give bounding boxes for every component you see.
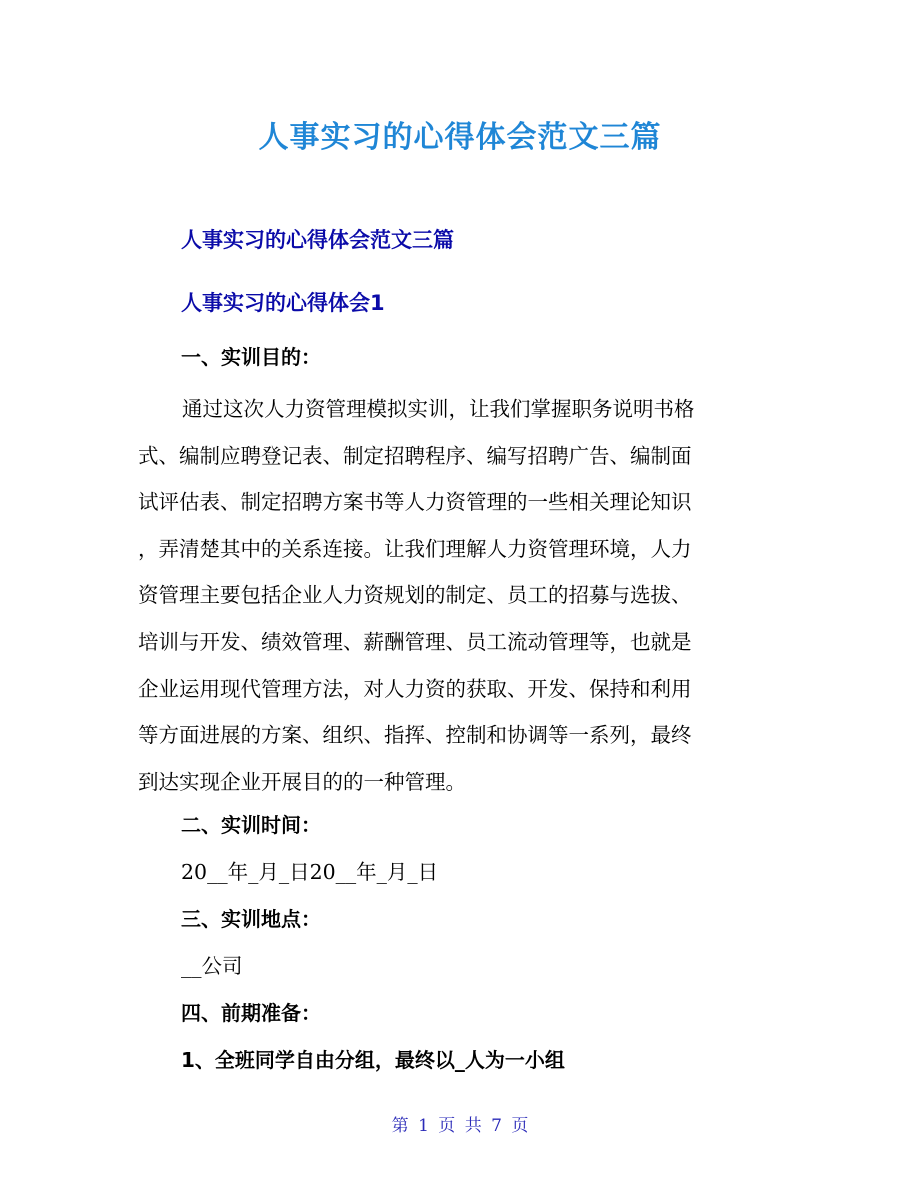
document-title: 人事实习的心得体会范文三篇 [258, 120, 662, 155]
section3-heading: 三、实训地点： [181, 907, 321, 931]
paragraph-line: ，弄清楚其中的关系连接。让我们理解人力资管理环境，人力 [138, 536, 692, 561]
section4-item1: 1、全班同学自由分组，最终以_人为一小组 [181, 1048, 565, 1072]
section1-paragraph [138, 386, 788, 805]
paragraph-line: 培训与开发、绩效管理、薪酬管理、员工流动管理等，也就是 [138, 629, 692, 654]
paragraph-line: 企业运用现代管理方法，对人力资的获取、开发、保持和利用 [138, 676, 692, 701]
paragraph-line: 试评估表、制定招聘方案书等人力资管理的一些相关理论知识 [138, 490, 692, 515]
section4-heading: 四、前期准备： [181, 1001, 321, 1025]
paragraph-line: 通过这次人力资管理模拟实训，让我们掌握职务说明书格 [182, 397, 695, 421]
page-footer: 第 1 页 共 7 页 [391, 1116, 529, 1136]
section1-heading: 一、实训目的： [181, 345, 321, 369]
paragraph-line: 式、编制应聘登记表、制定招聘程序、编写招聘广告、编制面 [138, 443, 692, 468]
section3-text: __公司 [181, 954, 243, 978]
section2-text: 20__年_月_日20__年_月_日 [181, 860, 439, 884]
section2-heading: 二、实训时间： [181, 813, 321, 837]
paragraph-line: 资管理主要包括企业人力资规划的制定、员工的招募与选拔、 [138, 583, 692, 608]
paragraph-line: 等方面进展的方案、组织、指挥、控制和协调等一系列，最终 [138, 723, 692, 748]
paragraph-line: 到达实现企业开展目的的一种管理。 [138, 769, 466, 794]
document-subtitle: 人事实习的心得体会范文三篇 [181, 228, 454, 252]
section-title: 人事实习的心得体会1 [181, 291, 385, 315]
